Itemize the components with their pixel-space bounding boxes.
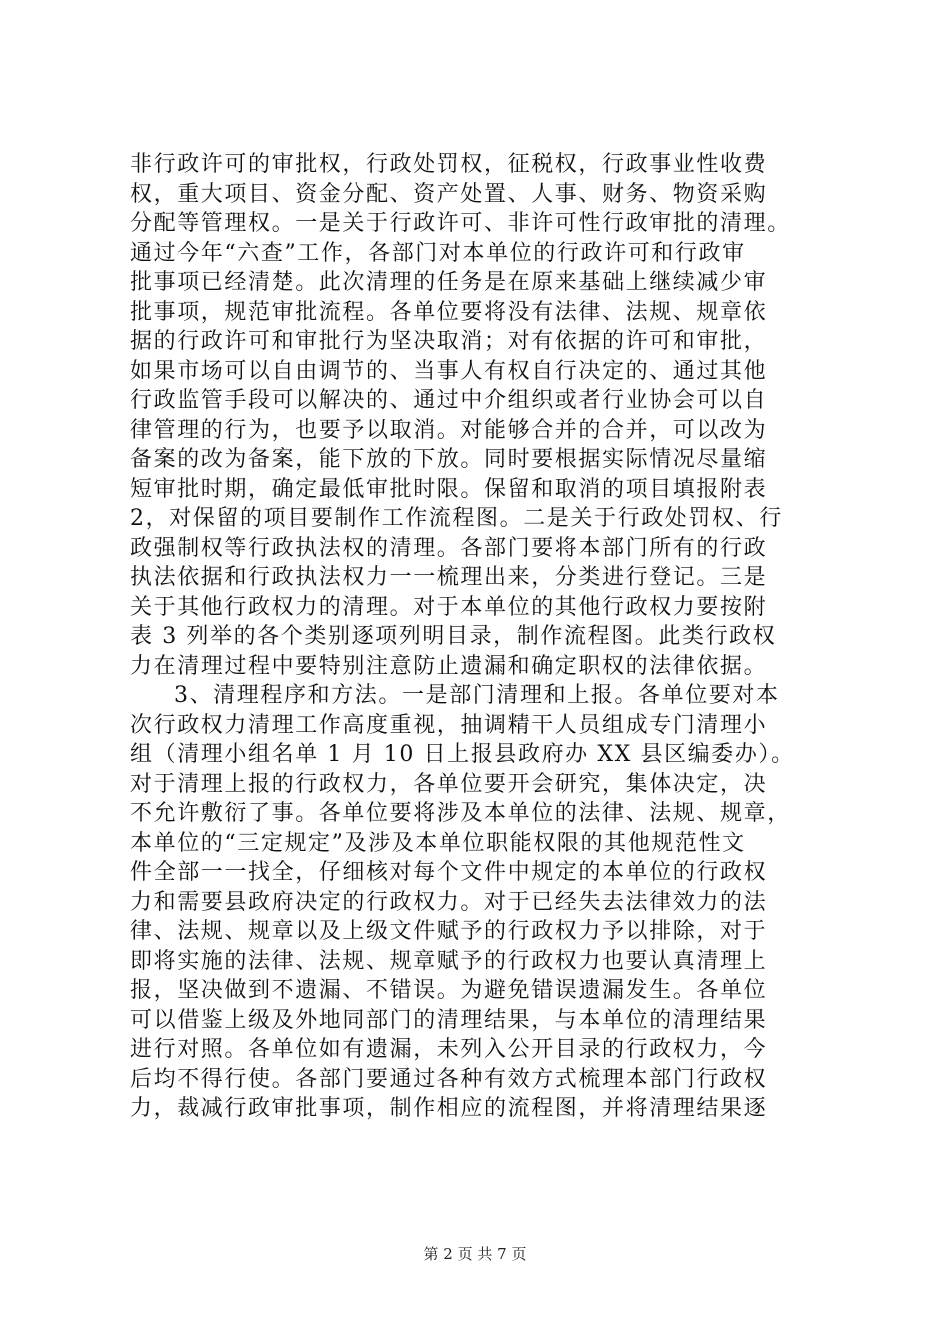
text-line: 表 3 列举的各个类别逐项列明目录，制作流程图。此类行政权 (130, 624, 777, 649)
text-line: 力，裁减行政审批事项，制作相应的流程图，并将清理结果逐 (130, 1096, 768, 1121)
text-line: 次行政权力清理工作高度重视，抽调精干人员组成专门清理小 (130, 712, 768, 738)
text-line: 进行对照。各单位如有遗漏，未列入公开目录的行政权力，今 (130, 1037, 768, 1062)
text-line: 本单位的“三定规定”及涉及本单位职能权限的其他规范性文 (130, 830, 746, 856)
document-body (130, 150, 830, 1124)
text-line: 对于清理上报的行政权力，各单位要开会研究，集体决定，决 (130, 771, 768, 797)
text-line: 组（清理小组名单 1 月 10 日上报县政府办 XX 县区编委办）。 (130, 742, 795, 767)
paragraph-start-line: 3、清理程序和方法。一是部门清理和上报。各单位要对本 (174, 683, 780, 708)
text-line: 关于其他行政权力的清理。对于本单位的其他行政权力要按附 (130, 594, 768, 620)
text-line: 律管理的行为，也要予以取消。对能够合并的合并，可以改为 (130, 417, 768, 443)
text-line: 可以借鉴上级及外地同部门的清理结果，与本单位的清理结果 (130, 1007, 768, 1033)
text-line: 分配等管理权。一是关于行政许可、非许可性行政审批的清理。 (130, 211, 791, 236)
text-line: 权，重大项目、资金分配、资产处置、人事、财务、物资采购 (130, 181, 768, 207)
text-line: 非行政许可的审批权，行政处罚权，征税权，行政事业性收费 (130, 152, 768, 177)
text-line: 执法依据和行政执法权力一一梳理出来，分类进行登记。三是 (130, 565, 768, 590)
text-line: 报，坚决做到不遗漏、不错误。为避免错误遗漏发生。各单位 (130, 978, 768, 1003)
text-line: 政强制权等行政执法权的清理。各部门要将本部门所有的行政 (130, 535, 768, 561)
text-line: 据的行政许可和审批行为坚决取消；对有依据的许可和审批， (130, 329, 768, 354)
text-line: 通过今年“六查”工作，各部门对本单位的行政许可和行政审 (130, 240, 746, 266)
text-line: 力和需要县政府决定的行政权力。对于已经失去法律效力的法 (130, 889, 768, 915)
text-line: 行政监管手段可以解决的、通过中介组织或者行业协会可以自 (130, 388, 768, 413)
text-line: 批事项已经清楚。此次清理的任务是在原来基础上继续减少审 (130, 270, 768, 295)
text-line: 不允许敷衍了事。各单位要将涉及本单位的法律、法规、规章， (130, 801, 791, 826)
text-line: 即将实施的法律、法规、规章赋予的行政权力也要认真清理上 (130, 948, 768, 974)
text-line: 如果市场可以自由调节的、当事人有权自行决定的、通过其他 (130, 358, 768, 384)
text-line: 批事项，规范审批流程。各单位要将没有法律、法规、规章依 (130, 299, 768, 325)
text-line: 短审批时期，确定最低审批时限。保留和取消的项目填报附表 (130, 476, 768, 502)
text-line: 律、法规、规章以及上级文件赋予的行政权力予以排除，对于 (130, 919, 768, 944)
page-number-footer: 第 2 页 共 7 页 (423, 1245, 527, 1263)
text-line: 件全部一一找全，仔细核对每个文件中规定的本单位的行政权 (130, 860, 768, 885)
text-line: 后均不得行使。各部门要通过各种有效方式梳理本部门行政权 (130, 1066, 768, 1092)
text-line: 力在清理过程中要特别注意防止遗漏和确定职权的法律依据。 (130, 653, 768, 679)
text-line: 2，对保留的项目要制作工作流程图。二是关于行政处罚权、行 (130, 506, 783, 531)
text-line: 备案的改为备案，能下放的下放。同时要根据实际情况尽量缩 (130, 447, 768, 472)
